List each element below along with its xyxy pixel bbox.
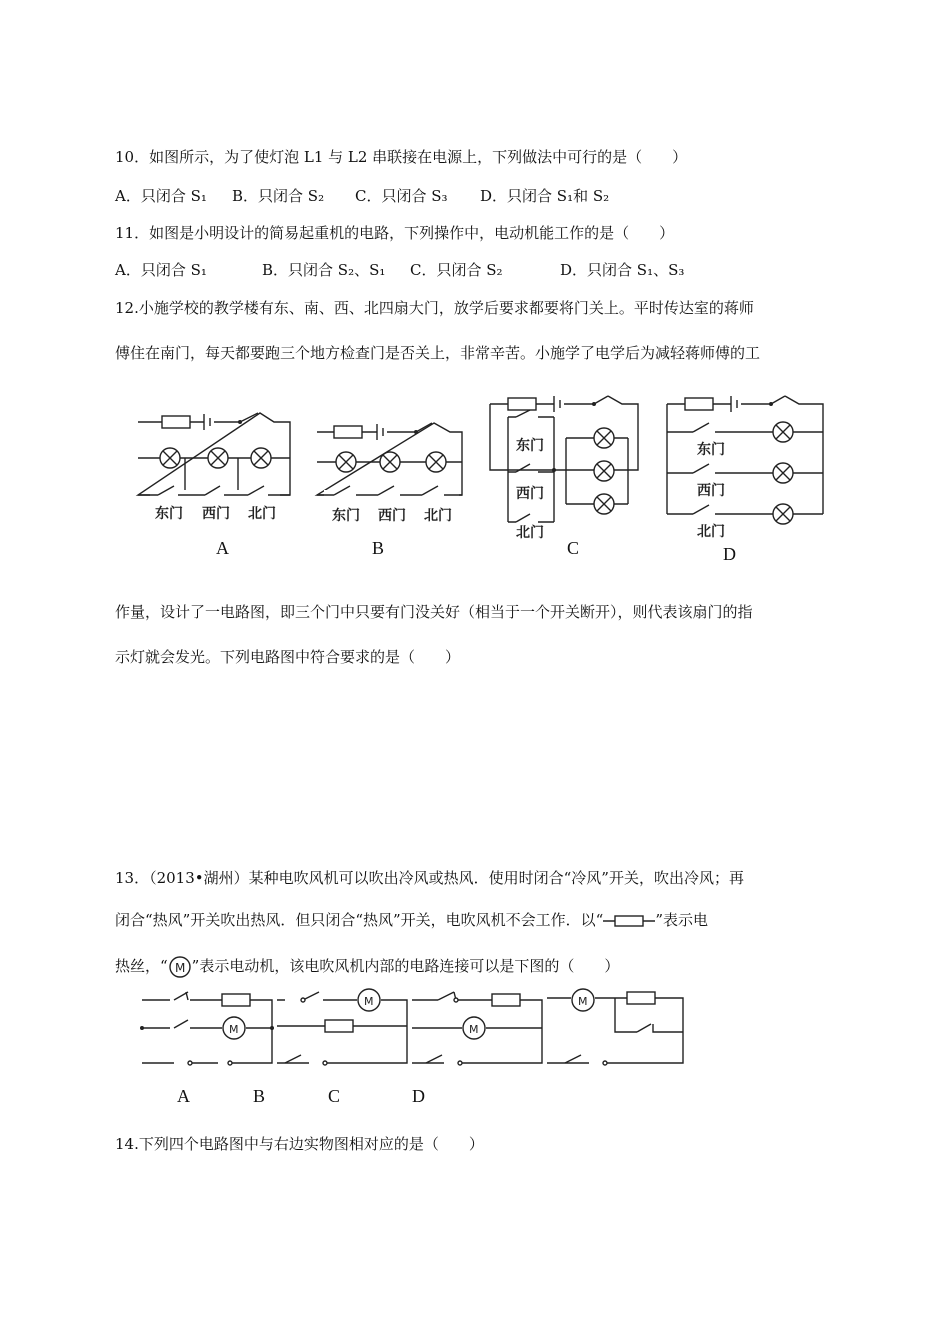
lamp-icon (773, 422, 793, 442)
q13-caption-b: B (253, 1086, 266, 1106)
q13-circuit-d (545, 988, 685, 1073)
q10-option-a: A．只闭合 S₁ (115, 187, 207, 205)
q13b-motor-label: M (364, 995, 374, 1008)
lamp-icon (594, 461, 614, 481)
q13-line-3 (115, 955, 619, 979)
q13-caption-c: C (328, 1086, 341, 1106)
q12-circuit-c (488, 392, 658, 542)
q12d-label-east: 东门 (697, 442, 725, 458)
q10-option-d: D．只闭合 S₁和 S₂ (480, 187, 610, 205)
q12-circuit-d (665, 392, 835, 542)
lamp-icon (594, 494, 614, 514)
q12-line-1: 12.小施学校的教学楼有东、南、西、北四扇大门，放学后要求都要将门关上。平时传达室的蒋师 (115, 299, 754, 317)
q13a-motor-label: M (229, 1023, 239, 1036)
lamp-icon (426, 452, 446, 472)
lamp-icon (773, 504, 793, 524)
q12-circuit-a (130, 410, 300, 530)
q12d-label-west: 西门 (697, 483, 725, 499)
q12-circuit-b (312, 410, 482, 530)
q12c-label-west: 西门 (516, 486, 544, 502)
q10-option-b: B．只闭合 S₂ (232, 187, 325, 205)
lamp-icon (208, 448, 228, 468)
lamp-icon (773, 463, 793, 483)
q12b-label-west: 西门 (378, 508, 406, 524)
q12-line-4: 示灯就会发光。下列电路图中符合要求的是（ ） (115, 648, 461, 666)
q12a-label-east: 东门 (155, 506, 183, 522)
q11-option-d: D．只闭合 S₁、S₃ (560, 261, 685, 279)
motor-icon (168, 955, 192, 979)
q12a-label-north: 北门 (248, 506, 276, 522)
q13-line-2-a: 闭合“热风”开关吹出热风．但只闭合“热风”开关，电吹风机不会工作．以“ (115, 911, 604, 929)
q12b-label-north: 北门 (424, 508, 452, 524)
q13-caption-a: A (177, 1086, 190, 1106)
lamp-icon (251, 448, 271, 468)
q13-circuit-b (275, 988, 410, 1073)
q12-line-2: 傅住在南门，每天都要跑三个地方检查门是否关上，非常辛苦。小施学了电学后为减轻蒋师傅的工 (115, 344, 761, 362)
q12-caption-b: B (372, 538, 385, 558)
lamp-icon (336, 452, 356, 472)
q12c-label-east: 东门 (516, 438, 544, 454)
q12-caption-c: C (567, 538, 580, 558)
lamp-icon (594, 428, 614, 448)
q12-caption-d: D (723, 544, 736, 564)
q11-stem: 11．如图是小明设计的简易起重机的电路，下列操作中，电动机能工作的是（ ） (115, 224, 675, 242)
resistor-icon (603, 914, 655, 928)
lamp-icon (380, 452, 400, 472)
q13-line-3-a: 热丝，“ (115, 957, 168, 975)
q13c-motor-label: M (469, 1023, 479, 1036)
q13-line-3-b: ”表示电动机，该电吹风机内部的电路连接可以是下图的（ ） (191, 957, 620, 975)
q13-line-2-b: ”表示电 (655, 911, 709, 929)
q12c-label-north: 北门 (516, 525, 544, 541)
q12b-label-east: 东门 (332, 508, 360, 524)
q13-circuit-a (140, 988, 275, 1073)
q10-stem: 10．如图所示，为了使灯泡 L1 与 L2 串联接在电源上，下列做法中可行的是（ ） (115, 148, 688, 166)
q13-line-2 (115, 910, 708, 930)
q11-option-a: A．只闭合 S₁ (115, 261, 207, 279)
q10-option-c: C．只闭合 S₃ (355, 187, 448, 205)
q11-option-c: C．只闭合 S₂ (410, 261, 503, 279)
q12-line-3: 作量，设计了一电路图，即三个门中只要有门没关好（相当于一个开关断开），则代表该扇门的指 (115, 603, 753, 621)
lamp-icon (160, 448, 180, 468)
q12a-label-west: 西门 (202, 506, 230, 522)
q14-stem: 14.下列四个电路图中与右边实物图相对应的是（ ） (115, 1135, 484, 1153)
q13d-motor-label: M (578, 995, 588, 1008)
q12d-label-north: 北门 (697, 524, 725, 540)
motor-icon-label: M (174, 961, 186, 975)
q13-circuit-c (410, 988, 545, 1073)
q12-caption-a: A (216, 538, 229, 558)
q13-line-1: 13．（2013•湖州）某种电吹风机可以吹出冷风或热风．使用时闭合“冷风”开关，吹出冷风；再 (115, 869, 744, 887)
q13-caption-d: D (412, 1086, 425, 1106)
q11-option-b: B．只闭合 S₂、S₁ (262, 261, 386, 279)
